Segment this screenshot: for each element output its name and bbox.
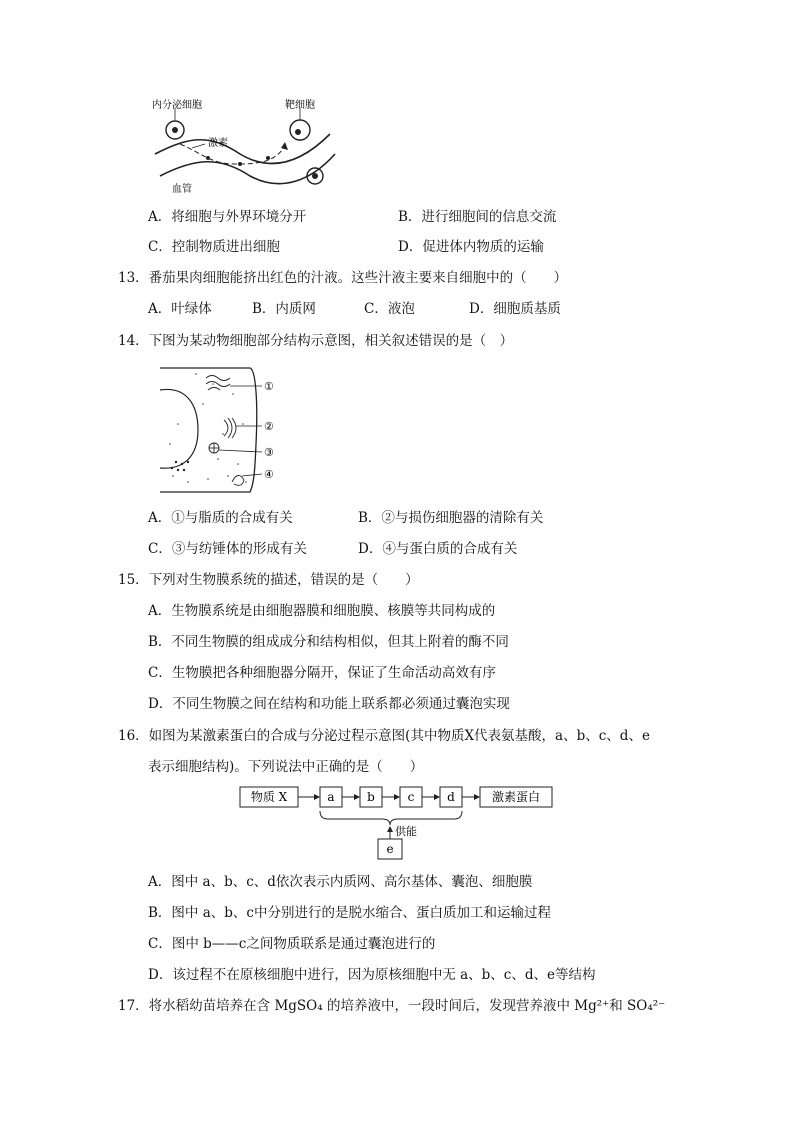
structure-1 [206, 376, 230, 391]
hormone-signaling-diagram [150, 96, 340, 196]
q14-option-d: D．④与蛋白质的合成有关 [358, 541, 518, 557]
nucleus-envelope [160, 389, 198, 468]
q13-option-d: D．细胞质基质 [469, 301, 561, 317]
secretion-flowchart [238, 785, 558, 865]
q15-option-b: B．不同生物膜的组成成分和结构相似，但其上附着的酶不同 [148, 634, 509, 650]
q16-stem-line1: 16．如图为某激素蛋白的合成与分泌过程示意图(其中物质X代表氨基酸，a、b、c、d、e [118, 728, 650, 744]
label-a: a [327, 790, 335, 804]
blood-cell-nucleus [312, 173, 318, 179]
label-1: ① [264, 380, 274, 393]
q14-stem: 14．下图为某动物细胞部分结构示意图，相关叙述错误的是（ ） [118, 333, 514, 349]
label-blood-vessel: 血管 [172, 184, 192, 195]
q13-option-c: C．液泡 [364, 301, 415, 317]
q14-option-a: A．①与脂质的合成有关 [148, 510, 293, 526]
q12-option-d: D．促进体内物质的运输 [398, 239, 544, 255]
q12-option-c: C．控制物质进出细胞 [148, 239, 280, 255]
q16-stem-line2: 表示细胞结构)。下列说法中正确的是（ ） [148, 759, 424, 775]
target-nucleus [295, 129, 301, 135]
animal-cell-diagram [158, 364, 288, 496]
hormone-arrowhead [281, 142, 288, 150]
q12-figure [150, 96, 340, 196]
q13-stem: 13．番茄果肉细胞能挤出红色的汁液。这些汁液主要来自细胞中的（ ） [118, 270, 568, 286]
label-2: ② [264, 420, 274, 433]
q16-flow-diagram [238, 785, 558, 865]
q15-option-c: C．生物膜把各种细胞器分隔开，保证了生命活动高效有序 [148, 665, 496, 681]
label-c: c [407, 790, 415, 804]
label-hormone-protein: 激素蛋白 [491, 790, 541, 804]
label-d: d [447, 790, 455, 804]
label-hormone: 激素 [208, 138, 228, 149]
q16-option-a: A．图中 a、b、c、d依次表示内质网、高尔基体、囊泡、细胞膜 [148, 874, 533, 890]
label-e: e [386, 842, 394, 856]
q13-option-a: A．叶绿体 [148, 301, 212, 317]
q14-option-b: B．②与损伤细胞器的清除有关 [358, 510, 544, 526]
q15-option-a: A．生物膜系统是由细胞器膜和细胞膜、核膜等共同构成的 [148, 603, 496, 619]
q16-option-c: C．图中 b——c之间物质联系是通过囊泡进行的 [148, 936, 436, 952]
structure-2 [224, 418, 236, 438]
label-energy-supply: 供能 [395, 825, 417, 838]
q16-option-b: B．图中 a、b、c中分别进行的是脱水缩合、蛋白质加工和运输过程 [148, 905, 551, 921]
label-target-cell: 靶细胞 [285, 100, 315, 111]
structure-3 [209, 443, 219, 453]
q15-option-d: D．不同生物膜之间在结构和功能上联系都必须通过囊泡实现 [148, 696, 510, 712]
endocrine-nucleus [172, 127, 178, 133]
label-endocrine-cell: 内分泌细胞 [152, 100, 202, 111]
brace [320, 811, 462, 825]
q12-option-a: A．将细胞与外界环境分开 [148, 209, 307, 225]
q14-figure [158, 364, 288, 496]
q16-option-d: D．该过程不在原核细胞中进行，因为原核细胞中无 a、b、c、d、e等结构 [148, 967, 596, 983]
label-substance-x: 物质 X [250, 790, 288, 804]
structure-4 [232, 475, 244, 485]
q17-stem: 17．将水稻幼苗培养在含 MgSO₄ 的培养液中，一段时间后，发现营养液中 Mg²⁺和 SO₄²⁻ [118, 998, 666, 1014]
label-4: ④ [264, 468, 274, 481]
vessel-wall-top [155, 134, 330, 164]
q14-option-c: C．③与纺锤体的形成有关 [148, 541, 307, 557]
q12-option-b: B．进行细胞间的信息交流 [398, 209, 557, 225]
label-3: ③ [264, 446, 274, 459]
label-b: b [367, 790, 375, 804]
q15-stem: 15．下列对生物膜系统的描述，错误的是（ ） [118, 572, 419, 588]
ribosome-dots [171, 461, 189, 471]
q13-option-b: B．内质网 [252, 301, 316, 317]
cell-membrane [160, 368, 257, 492]
